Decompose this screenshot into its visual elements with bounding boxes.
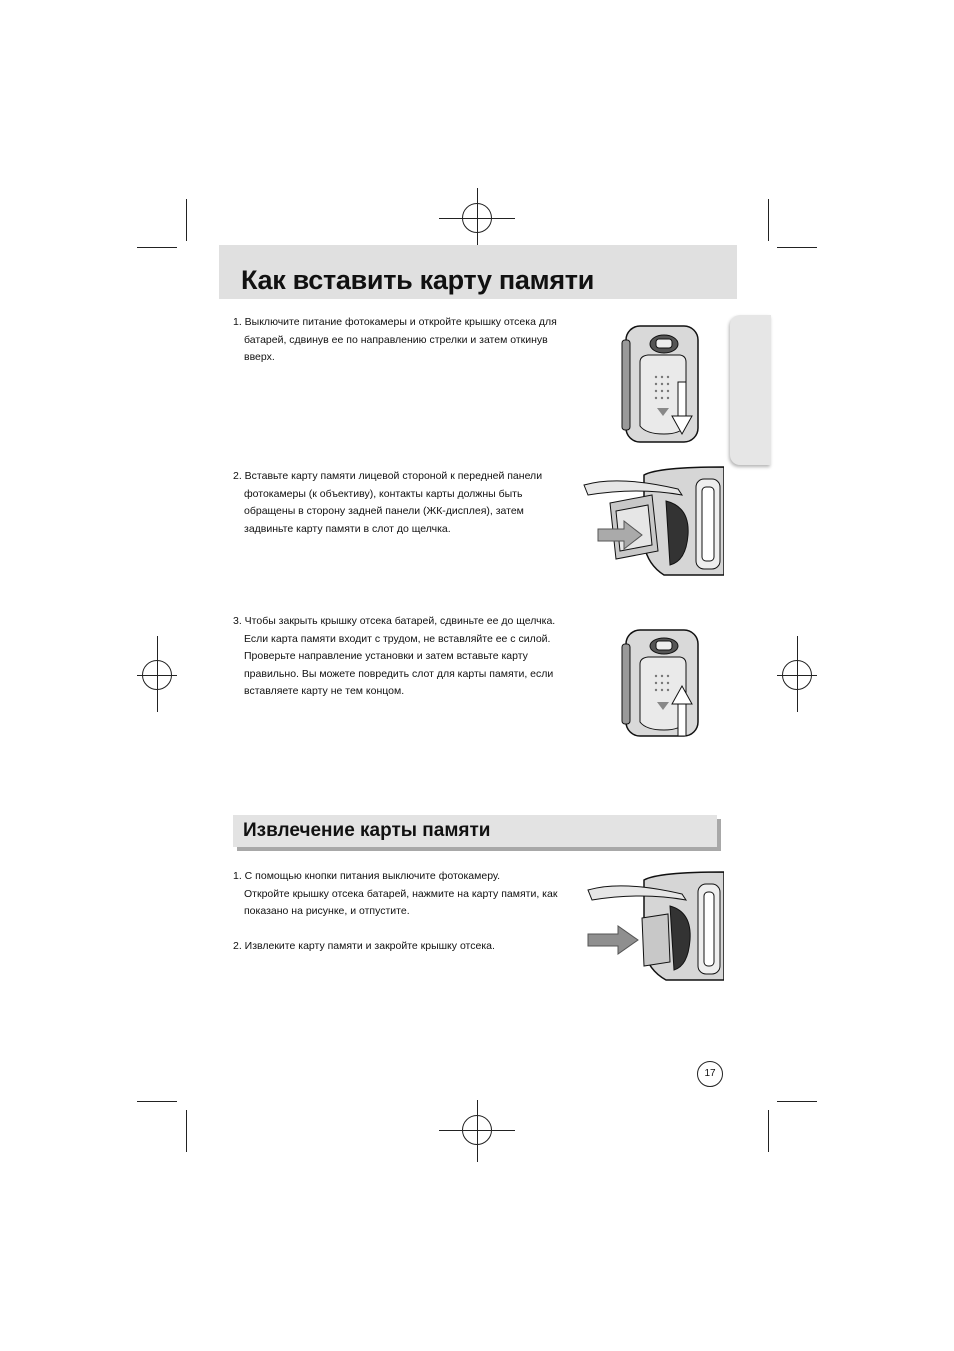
step-line: правильно. Вы можете повредить слот для карты памяти, если [244, 667, 554, 680]
card-insert-illustration [578, 465, 724, 577]
step-line: Проверьте направление установки и затем вставьте карту [244, 650, 528, 662]
camera-battery-cover-slide-up-illustration [620, 626, 706, 740]
step-line: 1. Выключите питание фотокамеры и откройте крышку отсека для [233, 316, 557, 328]
subsection-title: Извлечение карты памяти [243, 820, 491, 841]
step-line: обращены в сторону задней панели (ЖК-дисплея), затем [244, 505, 524, 517]
remove-step-1 [233, 868, 557, 921]
insert-step-2 [233, 468, 542, 538]
insert-step-1 [233, 314, 557, 367]
step-line: вставляете карту не тем концом. [244, 685, 405, 697]
step-line: показано на рисунке, и отпустите. [244, 905, 410, 917]
insert-step-3 [233, 613, 555, 701]
side-tab [730, 315, 771, 465]
step-line: Если карта памяти входит с трудом, не вставляйте ее с силой. [244, 632, 551, 645]
step-line: 1. С помощью кнопки питания выключите фотокамеру. [233, 870, 501, 882]
step-line: 2. Извлеките карту памяти и закройте крышку отсека. [233, 940, 495, 952]
step-line: батарей, сдвинув ее по направлению стрелки и затем откинув [244, 333, 548, 346]
step-line: вверх. [244, 351, 275, 363]
card-eject-illustration [586, 870, 724, 982]
step-line: фотокамеры (к объективу), контакты карты должны быть [244, 487, 523, 500]
page-number: 17 [697, 1061, 723, 1087]
step-line: 2. Вставьте карту памяти лицевой стороной к передней панели [233, 470, 543, 482]
camera-battery-cover-slide-down-illustration [620, 322, 706, 446]
remove-step-2 [233, 938, 495, 956]
step-line: задвиньте карту памяти в слот до щелчка. [244, 522, 451, 535]
step-line: Откройте крышку отсека батарей, нажмите на карту памяти, как [244, 887, 558, 900]
step-line: 3. Чтобы закрыть крышку отсека батарей, сдвиньте ее до щелчка. [233, 615, 556, 627]
page-title: Как вставить карту памяти [241, 265, 594, 295]
